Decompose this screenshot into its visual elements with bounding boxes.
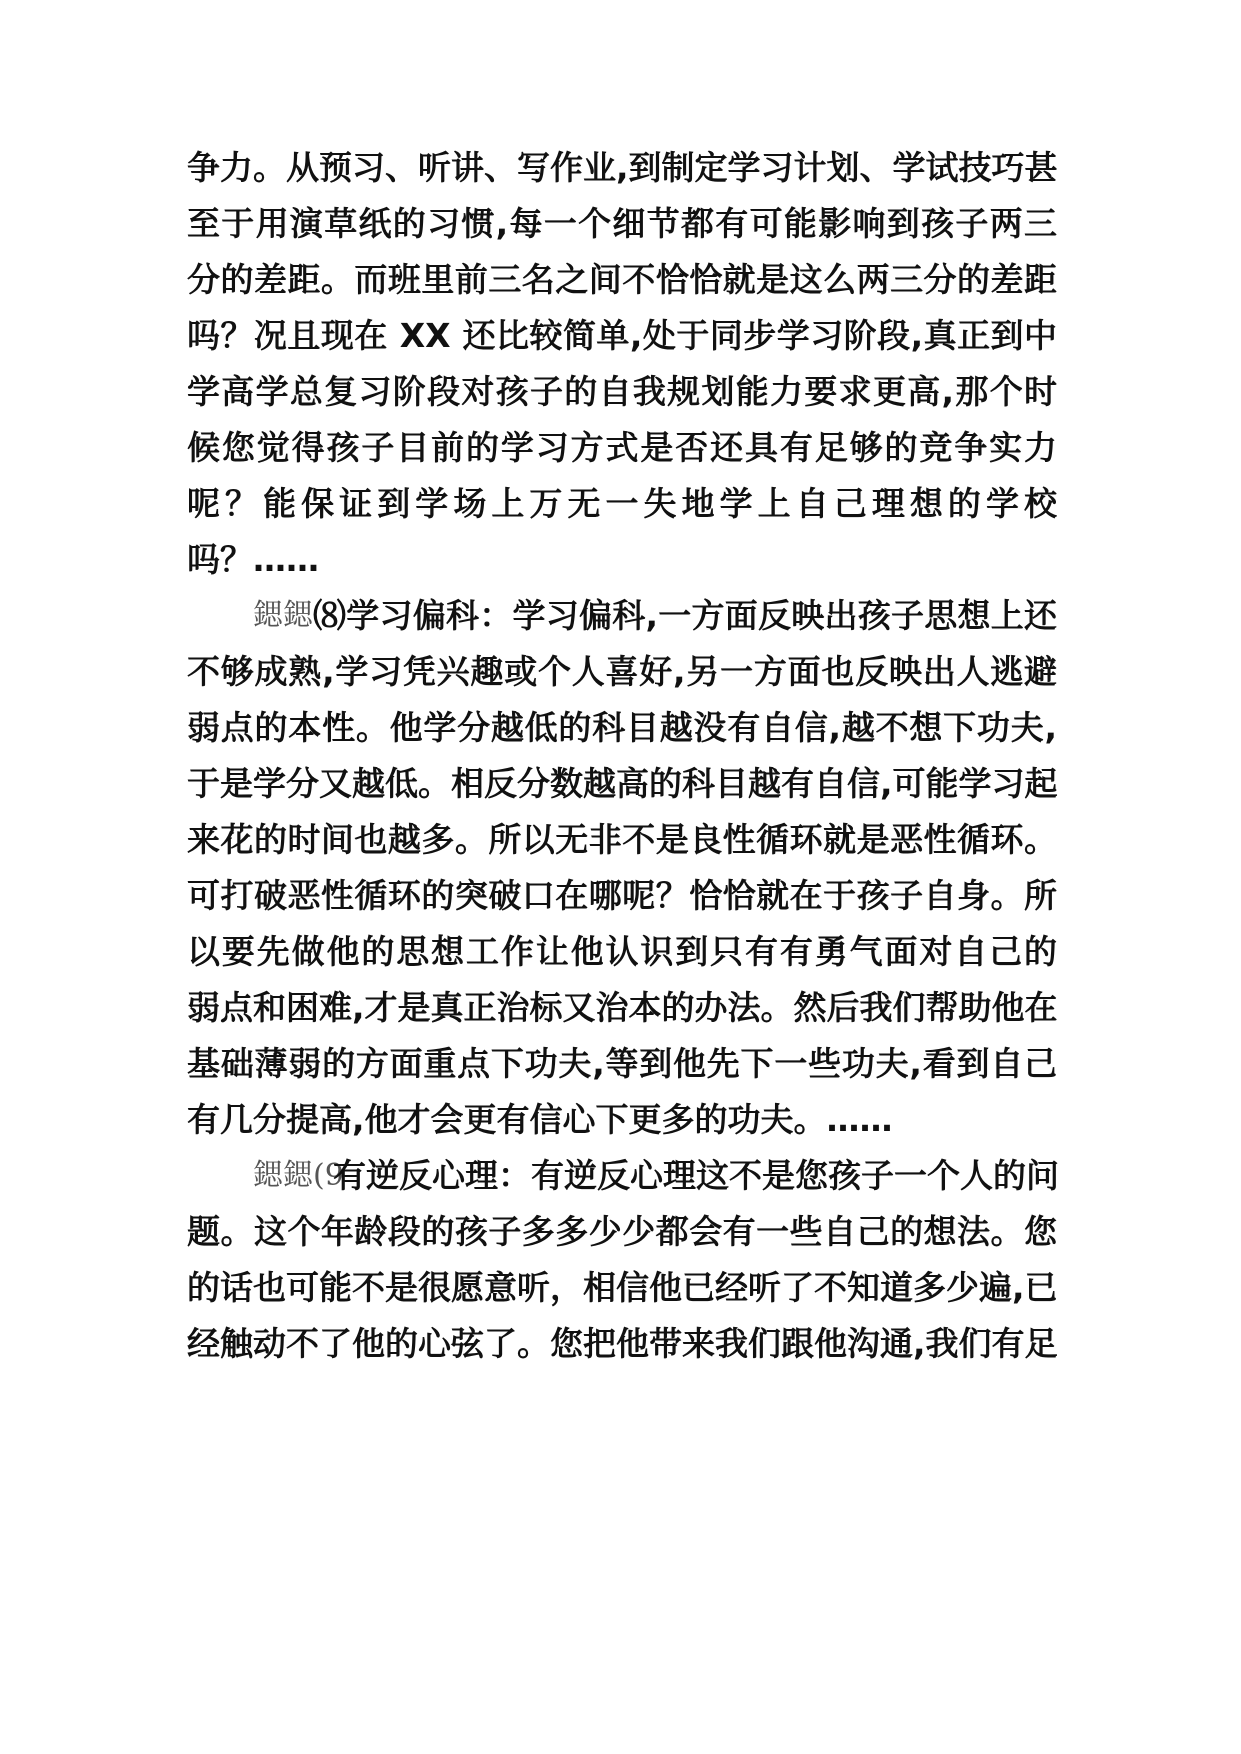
text-line: 候您觉得孩子目前的学习方式是否还具有足够的竞争实力	[187, 428, 1057, 467]
text-line: 吗？……	[187, 540, 319, 579]
paragraph-8-lead: 鍶鍶	[253, 598, 313, 633]
text-line: 分的差距。而班里前三名之间不恰恰就是这么两三分的差距	[187, 260, 1057, 299]
text-line: 呢？能保证到学场上万无一失地学上自己理想的学校	[187, 484, 1057, 523]
paragraph-9-heading: 有逆反心理：有逆反心理这不是您孩子一个人的问	[333, 1156, 1059, 1195]
text-line: 以要先做他的思想工作让他认识到只有有勇气面对自己的	[187, 932, 1057, 971]
text-line: 题。这个年龄段的孩子多多少少都会有一些自己的想法。您	[187, 1212, 1057, 1251]
text-line: 有几分提高,他才会更有信心下更多的功夫。……	[187, 1100, 893, 1139]
text-line: 弱点和困难,才是真正治标又治本的办法。然后我们帮助他在	[187, 988, 1058, 1027]
text-line: 弱点的本性。他学分越低的科目越没有自信,越不想下功夫,	[187, 708, 1057, 747]
text-line: 学高学总复习阶段对孩子的自我规划能力要求更高,那个时	[187, 372, 1057, 411]
paragraph-9-lead: 鍶鍶(9	[253, 1158, 344, 1193]
text-line: 不够成熟,学习凭兴趣或个人喜好,另一方面也反映出人逃避	[187, 652, 1057, 691]
text-line: 吗？况且现在 XX 还比较简单,处于同步学习阶段,真正到中	[187, 316, 1057, 355]
paragraph-9-first-line	[187, 1156, 1057, 1196]
text-line: 于是学分又越低。相反分数越高的科目越有自信,可能学习起	[187, 764, 1058, 803]
text-line: 争力。从预习、听讲、写作业,到制定学习计划、学试技巧甚	[187, 148, 1058, 187]
text-line: 来花的时间也越多。所以无非不是良性循环就是恶性循环。	[187, 820, 1057, 859]
text-line: 可打破恶性循环的突破口在哪呢？恰恰就在于孩子自身。所	[187, 876, 1057, 915]
paragraph-8-first-line	[187, 596, 1057, 636]
paragraph-8-heading: ⑻学习偏科：学习偏科,一方面反映出孩子思想上还	[313, 596, 1057, 635]
text-line: 的话也可能不是很愿意听，相信他已经听了不知道多少遍,已	[187, 1268, 1058, 1307]
text-line: 至于用演草纸的习惯,每一个细节都有可能影响到孩子两三	[187, 204, 1057, 243]
text-line: 基础薄弱的方面重点下功夫,等到他先下一些功夫,看到自己	[187, 1044, 1057, 1083]
text-line: 经触动不了他的心弦了。您把他带来我们跟他沟通,我们有足	[187, 1324, 1058, 1363]
